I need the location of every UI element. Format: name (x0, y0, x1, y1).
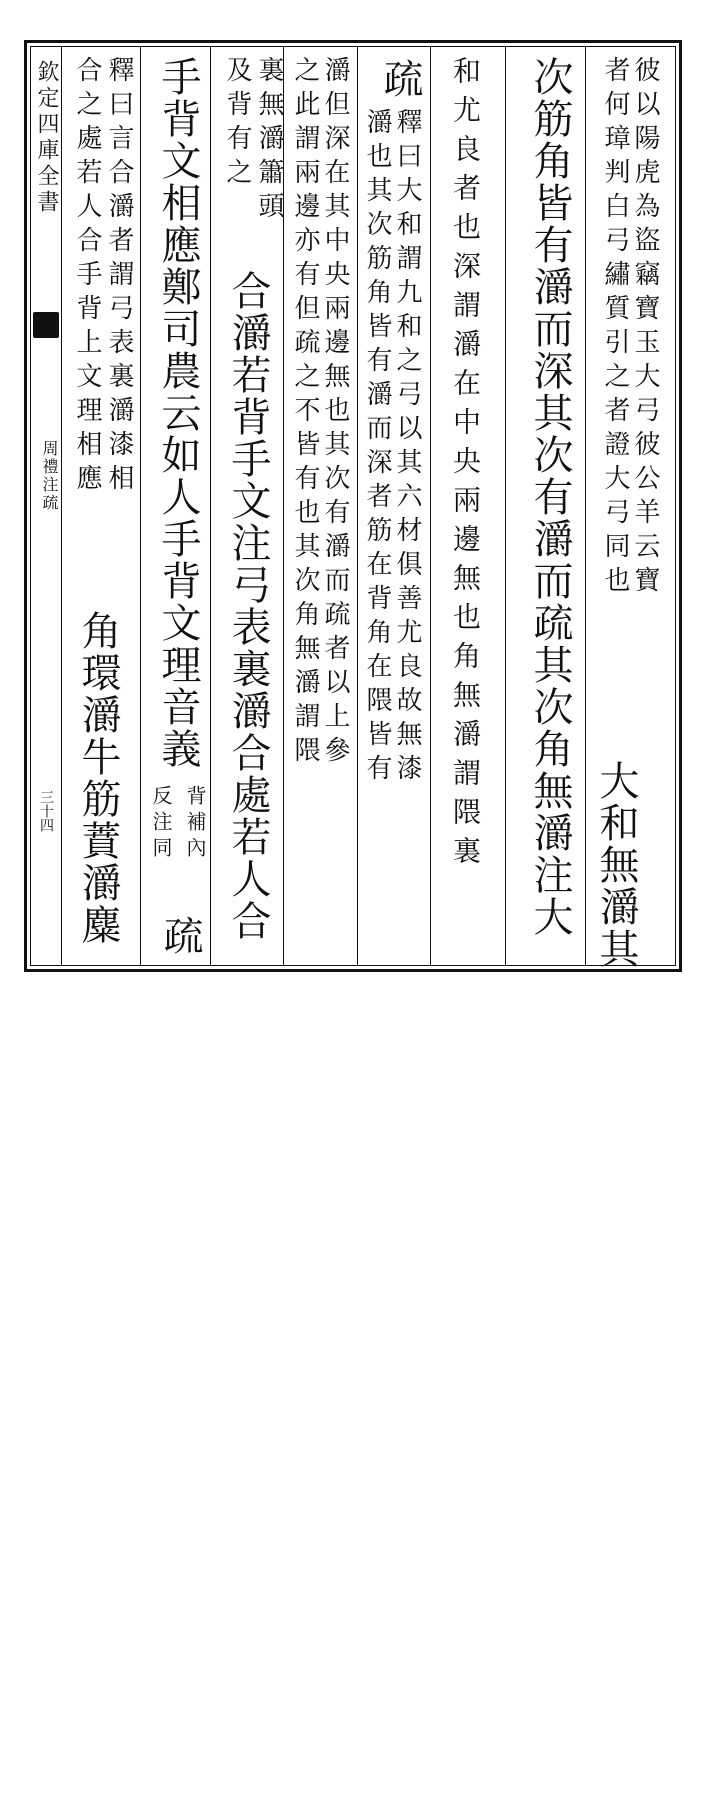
column-rule (357, 46, 358, 966)
page-number: 三十四 (38, 790, 54, 832)
text-column-7-heading: 疏 (157, 915, 203, 957)
text-column-4b: 灂也其次筋角皆有灂而深者筋在背角在隈皆有 (362, 108, 392, 788)
text-column-7-note-b: 反注同 (149, 785, 173, 863)
text-column-4a: 釋曰大和謂九和之弓以其六材俱善尤良故無漆 (392, 108, 422, 788)
text-column-1-main: 大和無灂其 (593, 760, 639, 970)
book-title: 欽定四庫全書 (34, 60, 59, 216)
column-rule (505, 46, 506, 966)
section-title: 周禮注疏 (40, 440, 59, 512)
text-column-5a: 灂但深在其中央兩邊無也其次有灂而疏者以上參 (320, 56, 350, 770)
text-column-2: 次筋角皆有灂而深其次有灂而疏其次角無灂注大 (527, 56, 573, 938)
text-column-4-heading: 疏 (377, 58, 423, 100)
text-column-3: 和尤良者也深謂灂在中央兩邊無也角無灂謂隈裏 (449, 56, 482, 875)
column-rule (585, 46, 586, 966)
text-column-6-note2: 及背有之 (222, 56, 252, 192)
text-column-5b: 之此謂兩邊亦有但疏之不皆有也其次角無灂謂隈 (290, 56, 320, 770)
text-column-7-main: 手背文相應鄭司農云如人手背文理音義 (155, 56, 201, 770)
text-column-8b: 合之處若人合手背上文理相應 (72, 56, 102, 498)
text-column-8-main: 角環灂牛筋蕡灂麋 (75, 610, 121, 946)
column-rule (140, 46, 141, 966)
text-column-1a: 彼以陽虎為盜竊寶玉大弓彼公羊云寶 (630, 56, 660, 600)
text-column-6-note: 裏無灂簫頭 (254, 56, 284, 226)
text-column-6-main: 合灂若背手文注弓表裏灂合處若人合 (225, 270, 271, 942)
text-column-8a: 釋曰言合灂者謂弓表裏灂漆相 (104, 56, 134, 498)
column-rule (430, 46, 431, 966)
fish-tail-mark-icon (33, 312, 59, 338)
text-column-7-note-a: 背補內 (183, 785, 207, 863)
column-rule (210, 46, 211, 966)
text-column-1b: 者何璋判白弓繡質引之者證大弓同也 (600, 56, 630, 600)
